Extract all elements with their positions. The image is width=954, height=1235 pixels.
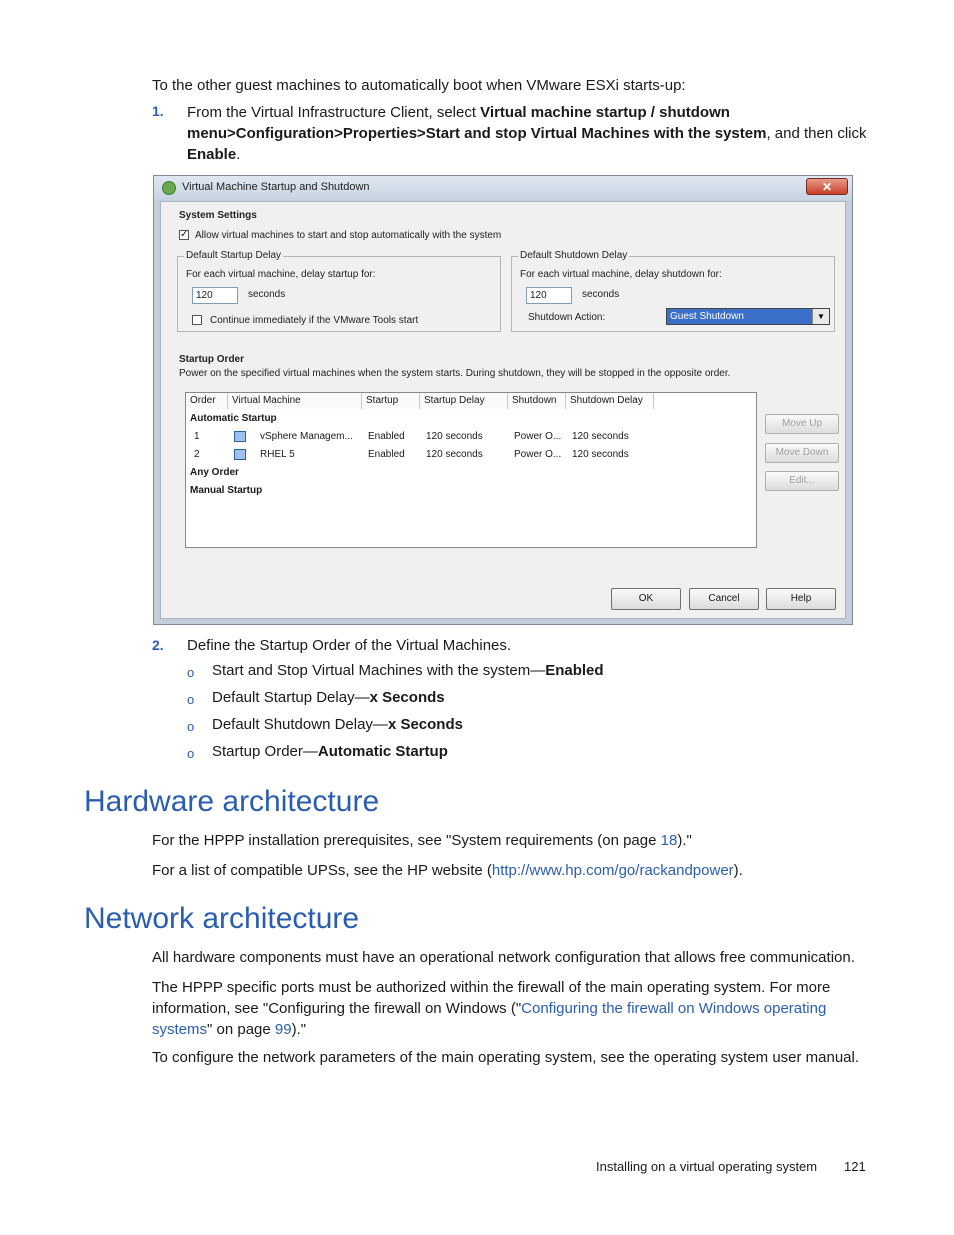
network-p1: All hardware components must have an operational network configuration that allows free communication.	[152, 949, 855, 966]
bullet-4: o	[187, 746, 195, 761]
startup-delay-unit: seconds	[248, 289, 286, 300]
col-virtual-machine[interactable]: Virtual Machine	[228, 393, 362, 409]
page-99-link[interactable]: 99	[274, 1021, 292, 1038]
startup-delay-desc: For each virtual machine, delay startup for:	[186, 269, 376, 280]
startup-delay-legend: Default Startup Delay	[186, 250, 282, 261]
startup-shutdown-dialog	[153, 175, 853, 625]
hardware-p1-prefix: For the HPPP installation prerequisites, see "System requirements (on page	[152, 832, 661, 849]
vm-icon	[234, 449, 246, 460]
bullet-2: o	[187, 692, 195, 707]
ok-button[interactable]: OK	[611, 588, 681, 610]
network-p2-line1: The HPPP specific ports must be authorized within the firewall of the main operating system. For more	[152, 979, 831, 996]
shutdown-delay-group	[511, 250, 835, 332]
shutdown-action-select[interactable]	[666, 308, 830, 325]
network-p3: To configure the network parameters of the main operating system, see the operating system user manual.	[152, 1049, 860, 1066]
bullet-item-2	[212, 689, 445, 706]
shutdown-delay-input[interactable]: 120	[526, 287, 572, 304]
hardware-p2-suffix: ).	[733, 862, 743, 879]
group-any-order[interactable]: Any Order	[190, 467, 239, 478]
network-p2-line3-mid: " on page	[207, 1021, 275, 1038]
allow-auto-start-checkbox[interactable]: ✓	[180, 229, 189, 240]
network-heading: Network architecture	[84, 902, 360, 935]
vm-icon	[234, 431, 246, 442]
bullet-4-label: Startup Order—	[212, 743, 318, 760]
dialog-body	[160, 201, 846, 619]
step-2-text: Define the Startup Order of the Virtual Machines.	[187, 637, 512, 654]
bullet-3: o	[187, 719, 195, 734]
dialog-title-bar	[154, 176, 852, 200]
hardware-p2	[152, 860, 743, 881]
vm-app-icon	[162, 181, 176, 195]
step-1-prefix: From the Virtual Infrastructure Client, select	[187, 104, 481, 121]
step-2-number: 2.	[152, 637, 164, 653]
close-icon[interactable]: ✕	[806, 178, 848, 195]
bullet-4-value: Automatic Startup	[317, 743, 448, 760]
network-p2-line3	[152, 1019, 306, 1040]
row-1-order: 1	[194, 431, 200, 442]
startup-order-list[interactable]	[185, 392, 757, 548]
step-1-bold-3: Enable	[187, 146, 237, 163]
row-2-order: 2	[194, 449, 200, 460]
firewall-link-part-1[interactable]: Configuring the firewall on Windows operating	[521, 1000, 827, 1017]
shutdown-action-value: Guest Shutdown	[670, 311, 744, 322]
col-startup-delay[interactable]: Startup Delay	[420, 393, 508, 409]
network-p2-line3-suffix: )."	[291, 1021, 307, 1038]
help-button[interactable]: Help	[766, 588, 836, 610]
move-down-button[interactable]: Move Down	[765, 443, 839, 463]
startup-order-desc: Power on the specified virtual machines when the system starts. During shutdown, they will be stopped in the opposite order.	[179, 368, 731, 379]
page-18-link[interactable]: 18	[660, 832, 678, 849]
bullet-1: o	[187, 665, 195, 680]
allow-auto-start-label: Allow virtual machines to start and stop automatically with the system	[195, 230, 502, 241]
intro-text: To the other guest machines to automatically boot when VMware ESXi starts-up:	[152, 77, 686, 94]
group-manual-startup[interactable]: Manual Startup	[190, 485, 263, 496]
col-shutdown-delay[interactable]: Shutdown Delay	[566, 393, 654, 409]
col-order[interactable]: Order	[186, 393, 228, 409]
bullet-2-label: Default Startup Delay—	[212, 689, 370, 706]
bullet-item-1	[212, 662, 604, 679]
move-up-button[interactable]: Move Up	[765, 414, 839, 434]
firewall-link-part-2[interactable]: systems	[152, 1021, 208, 1038]
row-1-shutdown-delay: 120 seconds	[572, 431, 629, 442]
system-settings-title: System Settings	[179, 210, 257, 221]
bullet-1-label: Start and Stop Virtual Machines with the system—	[212, 662, 546, 679]
bullet-1-value: Enabled	[545, 662, 604, 679]
shutdown-delay-unit: seconds	[582, 289, 620, 300]
hardware-p1-suffix: )."	[677, 832, 692, 849]
step-1-end: .	[236, 146, 241, 163]
step-1-suffix: , and then click	[766, 125, 867, 142]
continue-immediately-label: Continue immediately if the VMware Tools start	[210, 315, 419, 326]
row-2-startup-delay: 120 seconds	[426, 449, 483, 460]
row-2-shutdown: Power O...	[514, 449, 562, 460]
row-1-vm: vSphere Managem...	[260, 431, 353, 442]
group-automatic-startup[interactable]: Automatic Startup	[190, 413, 277, 424]
bullet-item-4	[212, 743, 448, 760]
cancel-button[interactable]: Cancel	[689, 588, 759, 610]
col-startup[interactable]: Startup	[362, 393, 420, 409]
dialog-title: Virtual Machine Startup and Shutdown	[182, 181, 370, 193]
network-p2-line2-prefix: information, see "Configuring the firewall on Windows ("	[152, 1000, 522, 1017]
shutdown-delay-legend: Default Shutdown Delay	[520, 250, 628, 261]
continue-immediately-checkbox[interactable]	[192, 315, 202, 325]
network-p2-line2	[152, 998, 826, 1019]
step-1-line-2	[187, 123, 867, 144]
shutdown-action-label: Shutdown Action:	[528, 312, 606, 323]
footer-section-title: Installing on a virtual operating system	[596, 1159, 818, 1174]
step-1-bold-1: Virtual machine startup / shutdown	[480, 104, 730, 121]
bullet-item-3	[212, 716, 463, 733]
startup-delay-input[interactable]: 120	[192, 287, 238, 304]
step-1-line-1	[187, 102, 730, 123]
step-1-line-3	[187, 144, 240, 165]
step-1-bold-2: menu>Configuration>Properties>Start and stop Virtual Machines with the system	[187, 125, 767, 142]
row-1-shutdown: Power O...	[514, 431, 562, 442]
startup-delay-group	[177, 250, 501, 332]
hardware-p2-prefix: For a list of compatible UPSs, see the HP website (	[152, 862, 492, 879]
col-shutdown[interactable]: Shutdown	[508, 393, 566, 409]
step-1-number: 1.	[152, 103, 164, 119]
row-1-startup: Enabled	[368, 431, 405, 442]
bullet-3-label: Default Shutdown Delay—	[212, 716, 388, 733]
row-2-shutdown-delay: 120 seconds	[572, 449, 629, 460]
bullet-2-value: x Seconds	[369, 689, 445, 706]
shutdown-delay-desc: For each virtual machine, delay shutdown for:	[520, 269, 722, 280]
edit-button[interactable]: Edit...	[765, 471, 839, 491]
row-1-startup-delay: 120 seconds	[426, 431, 483, 442]
hardware-p1	[152, 830, 692, 851]
chevron-down-icon[interactable]: ▼	[812, 309, 829, 324]
row-2-startup: Enabled	[368, 449, 405, 460]
page-number: 121	[844, 1159, 866, 1174]
bullet-3-value: x Seconds	[387, 716, 463, 733]
startup-order-title: Startup Order	[179, 354, 245, 365]
row-2-vm: RHEL 5	[260, 449, 295, 460]
hp-website-link[interactable]: http://www.hp.com/go/rackandpower	[491, 862, 734, 879]
hardware-heading: Hardware architecture	[84, 785, 380, 818]
